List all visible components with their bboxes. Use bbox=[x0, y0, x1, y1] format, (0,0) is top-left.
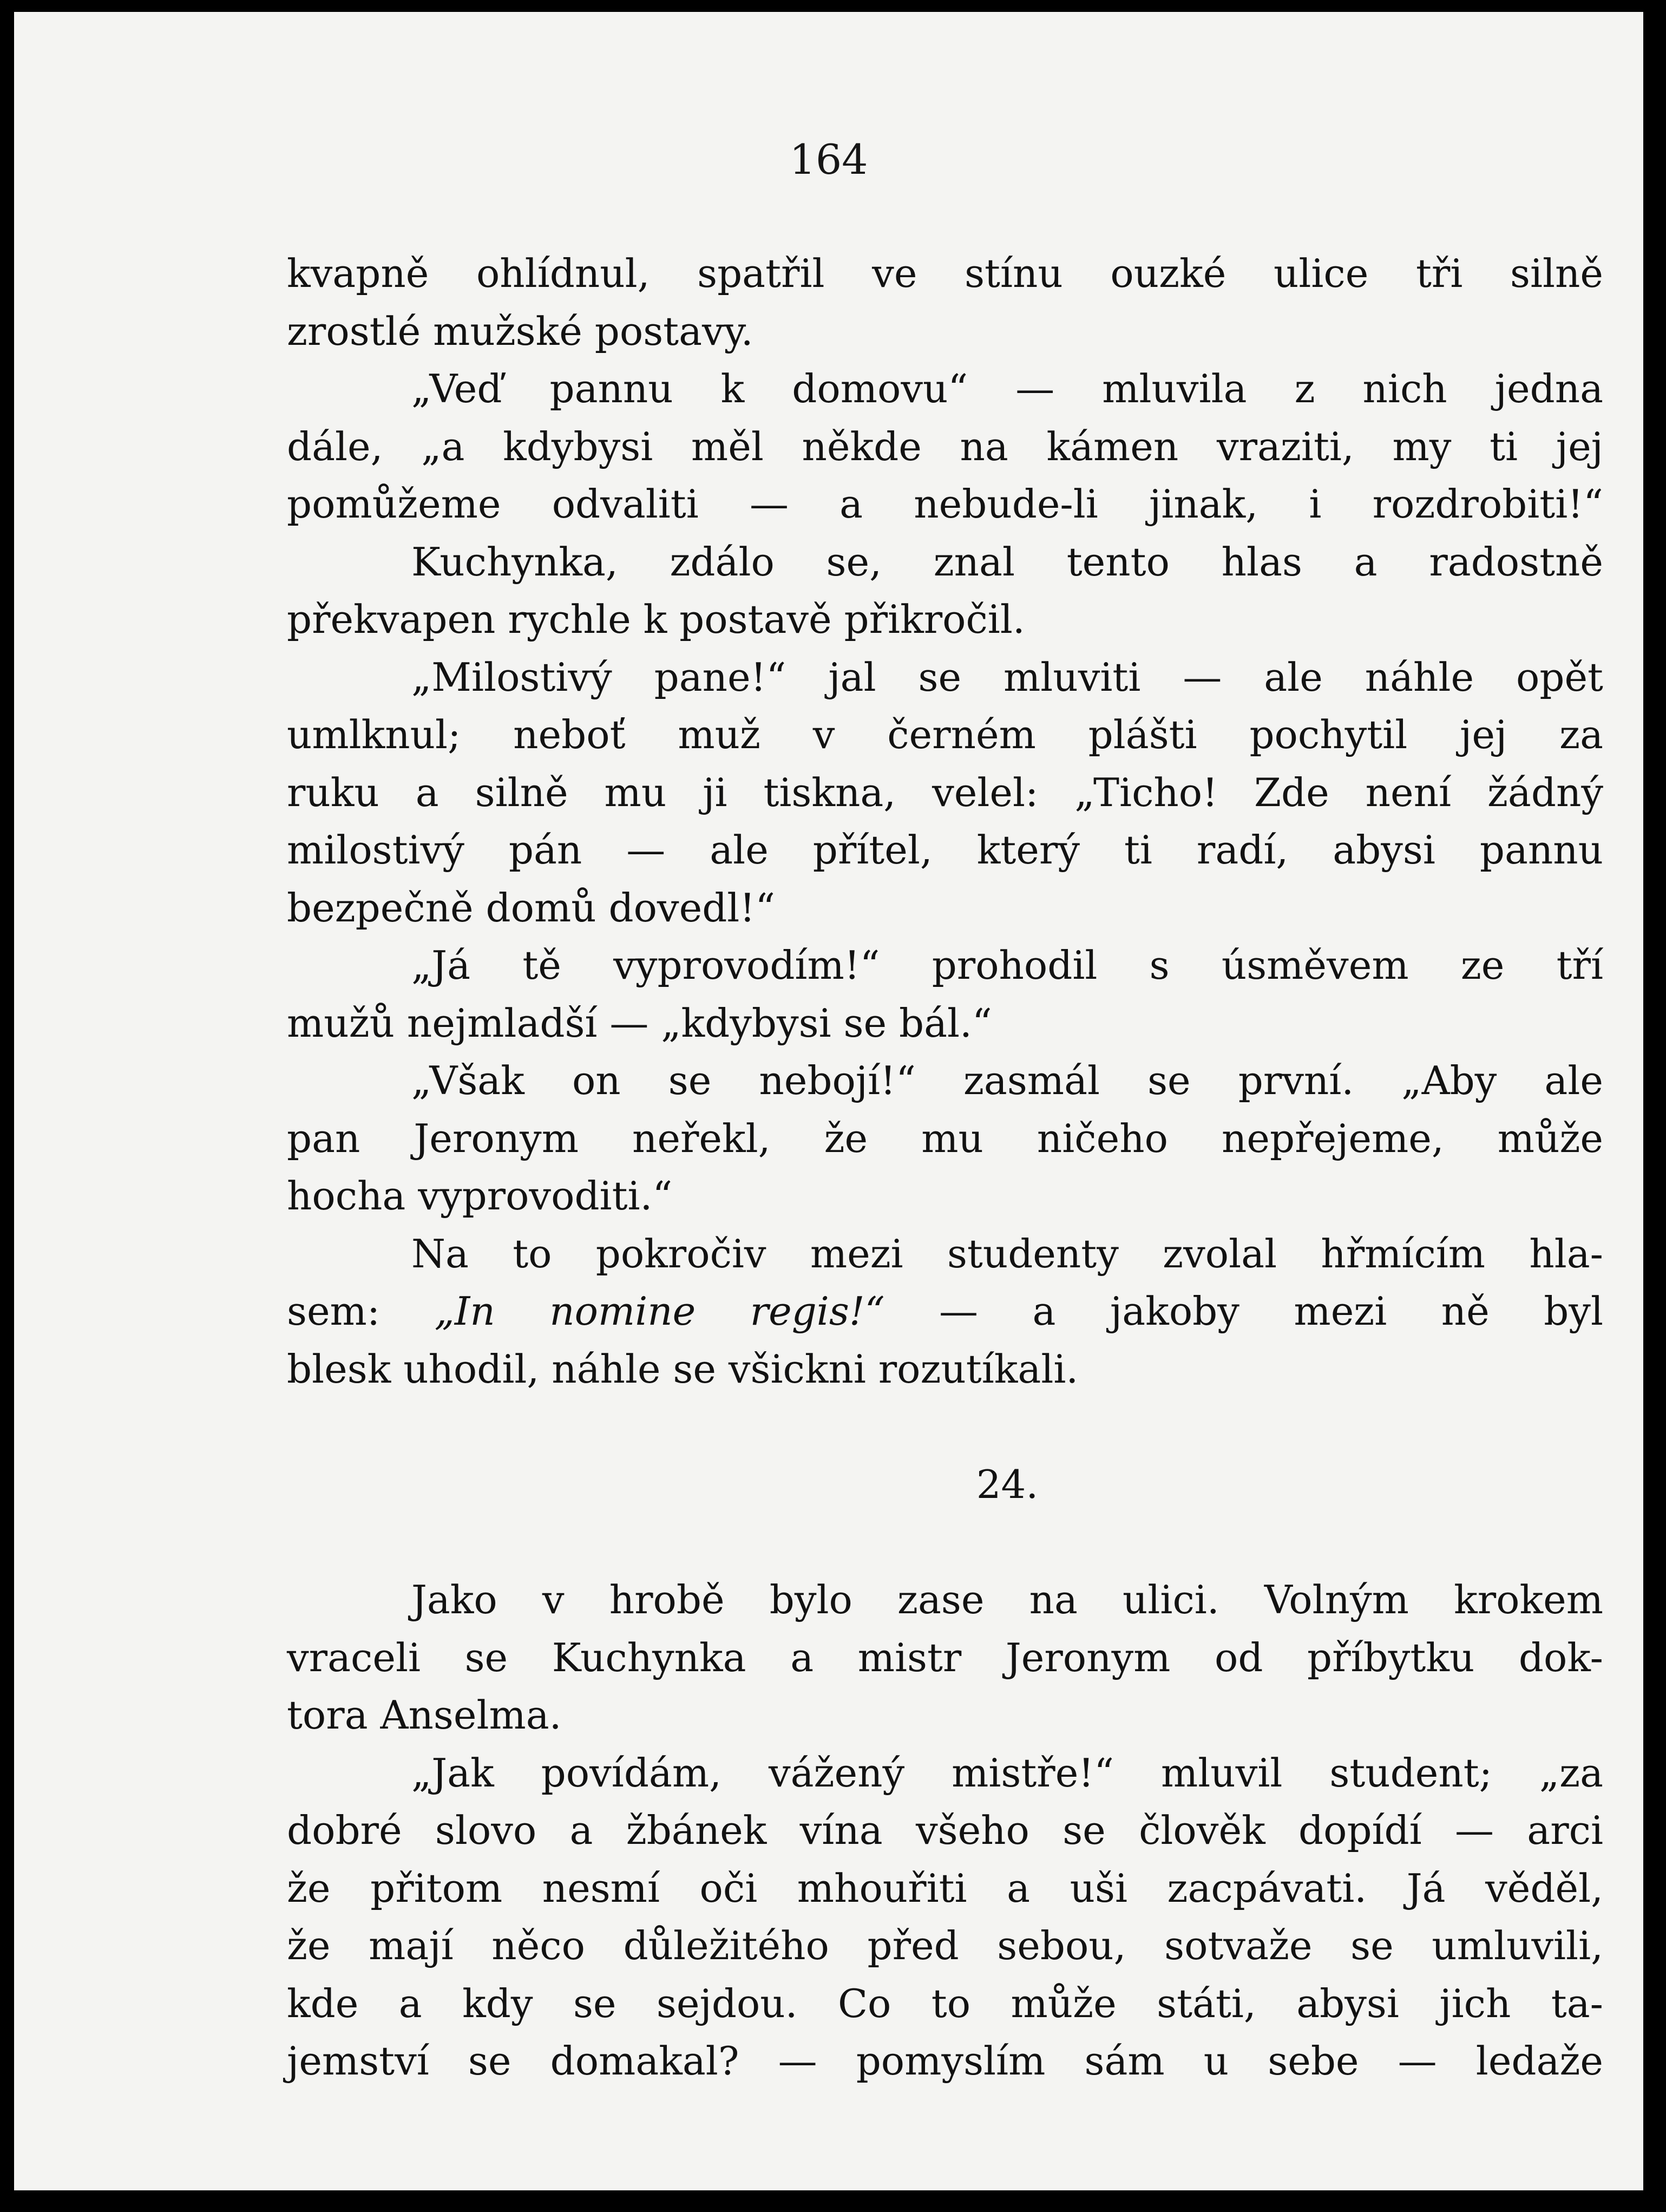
text-line-mixed bbox=[287, 1282, 1603, 1340]
text-line: bezpečně domů dovedl!“ bbox=[287, 885, 776, 931]
text-line: mužů nejmladší — „kdybysi se bál.“ bbox=[287, 1000, 992, 1046]
text-line: že mají něco důležitého před sebou, sotvaže se umluvili, bbox=[287, 1923, 1603, 1968]
text-line: Na to pokročiv mezi studenty zvolal hřmícím hla- bbox=[411, 1231, 1603, 1277]
text-line: pomůžeme odvaliti — a nebude-li jinak, i rozdrobiti!“ bbox=[287, 481, 1603, 527]
text-line: jemství se domakal? — pomyslím sám u sebe — ledaže bbox=[287, 2038, 1603, 2084]
text-line: Kuchynka, zdálo se, znal tento hlas a radostně bbox=[411, 539, 1603, 585]
text-line: překvapen rychle k postavě přikročil. bbox=[287, 597, 1025, 642]
text-line: dobré slovo a žbánek vína všeho se člověk dopídí — arci bbox=[287, 1808, 1603, 1853]
text-line: pan Jeronym neřekl, že mu ničeho nepřejeme, může bbox=[287, 1115, 1603, 1161]
text-line: „Já tě vyprovodím!“ prohodil s úsměvem ze tří bbox=[411, 943, 1603, 988]
body-text bbox=[287, 245, 1603, 2090]
text-segment: — a jakoby mezi ně byl bbox=[939, 1288, 1604, 1334]
book-page bbox=[14, 12, 1643, 2190]
text-line: ruku a silně mu ji tiskna, velel: „Ticho! Zde není žádný bbox=[287, 769, 1603, 815]
text-line: kvapně ohlídnul, spatřil ve stínu ouzké ulice tři silně bbox=[287, 251, 1603, 296]
text-line: umlknul; neboť muž v černém plášti pochytil jej za bbox=[287, 712, 1603, 757]
text-line: dále, „a kdybysi měl někde na kámen vraziti, my ti jej bbox=[287, 423, 1603, 469]
text-line: tora Anselma. bbox=[287, 1692, 562, 1738]
page-number: 164 bbox=[789, 135, 868, 184]
text-line: „Jak povídám, vážený mistře!“ mluvil student; „za bbox=[411, 1750, 1603, 1796]
text-line: hocha vyprovoditi.“ bbox=[287, 1173, 673, 1219]
text-line: Jako v hrobě bylo zase na ulici. Volným krokem bbox=[411, 1577, 1603, 1622]
text-line: blesk uhodil, náhle se všickni rozutíkali. bbox=[287, 1346, 1079, 1392]
text-line: „Milostivý pane!“ jal se mluviti — ale náhle opět bbox=[411, 654, 1603, 700]
section-heading: 24. bbox=[976, 1462, 1039, 1507]
text-line: „Veď pannu k domovu“ — mluvila z nich jedna bbox=[411, 366, 1603, 411]
text-line: kde a kdy se sejdou. Co to může státi, abysi jich ta- bbox=[287, 1980, 1603, 2026]
text-segment: sem: bbox=[287, 1288, 381, 1334]
latin-phrase: „In nomine regis!“ bbox=[434, 1288, 885, 1334]
text-line: vraceli se Kuchynka a mistr Jeronym od příbytku dok- bbox=[287, 1634, 1603, 1680]
text-line: že přitom nesmí oči mhouřiti a uši zacpávati. Já věděl, bbox=[287, 1865, 1603, 1911]
text-line: „Však on se nebojí!“ zasmál se první. „Aby ale bbox=[411, 1058, 1603, 1103]
text-line: milostivý pán — ale přítel, který ti radí, abysi pannu bbox=[287, 827, 1603, 873]
text-line: zrostlé mužské postavy. bbox=[287, 308, 753, 354]
